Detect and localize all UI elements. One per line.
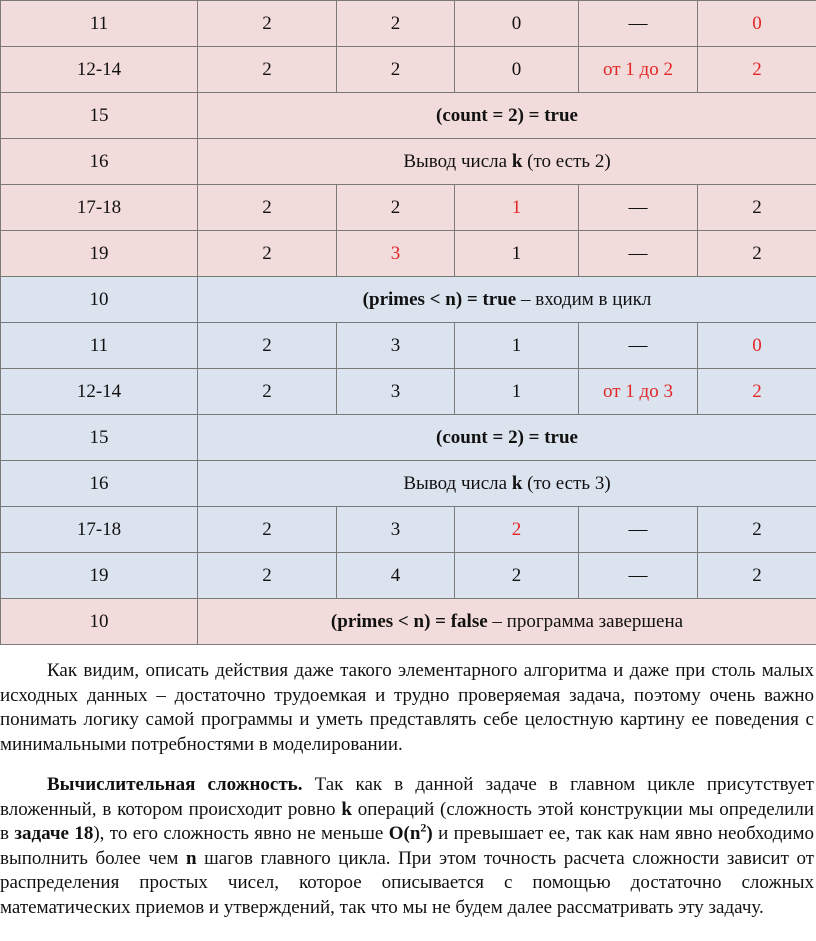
paragraph-complexity: Вычислительная сложность. Так как в данной задаче в главном цикле присутствует вложенный, в котором происходит ровно k операций (сложность этой конструкции мы определили в задаче 18), то его сложность явно не меньше $O(n^2)$ и превышает ее, так как нам явно необходимо выполнить более чем n шагов главного цикла. При этом точность расчета сложности зависит от распределения простых чисел, которое описывается с помощью достаточно сложных математических приемов и утверждений, так что мы не будем далее рассматривать эту задачу. <box>0 774 815 918</box>
table-cell: — <box>579 1 698 47</box>
trace-table-body <box>1 1 816 645</box>
note-segment: (primes < n) = true <box>362 288 517 310</box>
table-cell: 1 <box>455 369 579 415</box>
table-cell: 2 <box>337 1 455 47</box>
table-cell: — <box>579 231 698 277</box>
note-segment: Вывод числа <box>403 150 512 172</box>
merged-note-cell <box>198 93 816 139</box>
table-row <box>1 1 816 47</box>
table-cell: 2 <box>698 185 816 231</box>
note-segment: (то есть 2) <box>522 150 611 172</box>
table-cell: 3 <box>337 507 455 553</box>
table-row <box>1 139 816 185</box>
var-n: n <box>185 847 197 869</box>
table-cell: 12-14 <box>1 369 198 415</box>
text-block <box>0 659 816 920</box>
step-number-cell: 10 <box>1 599 198 645</box>
table-cell: 2 <box>698 47 816 93</box>
table-cell: 1 <box>455 185 579 231</box>
note-segment: (count = 2) = true <box>436 426 578 448</box>
table-row <box>1 47 816 93</box>
table-cell: — <box>579 185 698 231</box>
note-segment: – программа завершена <box>487 610 684 632</box>
table-cell: 19 <box>1 553 198 599</box>
table-cell: 2 <box>198 231 337 277</box>
table-cell: 2 <box>198 47 337 93</box>
table-cell: 0 <box>698 323 816 369</box>
table-cell: 3 <box>337 323 455 369</box>
table-row <box>1 369 816 415</box>
big-o-notation: $O(n^2)$ <box>388 820 433 844</box>
table-cell: 2 <box>698 231 816 277</box>
table-row <box>1 599 816 645</box>
table-cell: 0 <box>698 1 816 47</box>
table-row <box>1 93 816 139</box>
table-cell: 2 <box>337 185 455 231</box>
table-cell: 2 <box>198 185 337 231</box>
note-segment: k <box>511 150 523 172</box>
table-cell: — <box>579 553 698 599</box>
complexity-heading: Вычислительная сложность. <box>47 774 303 795</box>
table-cell: от 1 до 2 <box>579 47 698 93</box>
table-row <box>1 323 816 369</box>
step-number-cell: 15 <box>1 93 198 139</box>
table-cell: 4 <box>337 553 455 599</box>
note-segment: (count = 2) = true <box>436 104 578 126</box>
table-cell: 2 <box>198 507 337 553</box>
table-cell: 2 <box>698 369 816 415</box>
table-cell: 2 <box>198 369 337 415</box>
table-cell: 11 <box>1 1 198 47</box>
table-cell: — <box>579 507 698 553</box>
table-cell: 0 <box>455 1 579 47</box>
table-cell: 19 <box>1 231 198 277</box>
task-reference: задаче 18 <box>14 823 94 844</box>
table-row <box>1 553 816 599</box>
note-segment: (то есть 3) <box>522 472 611 494</box>
merged-note-cell <box>198 139 816 185</box>
table-cell: 1 <box>455 323 579 369</box>
table-cell: 2 <box>455 507 579 553</box>
table-cell: 2 <box>198 323 337 369</box>
table-cell: от 1 до 3 <box>579 369 698 415</box>
table-row <box>1 415 816 461</box>
table-cell: 2 <box>198 1 337 47</box>
table-cell: 2 <box>698 553 816 599</box>
table-cell: 2 <box>455 553 579 599</box>
step-number-cell: 10 <box>1 277 198 323</box>
table-row <box>1 277 816 323</box>
table-cell: 0 <box>455 47 579 93</box>
var-k: k <box>341 798 352 820</box>
table-cell: 2 <box>337 47 455 93</box>
merged-note-cell <box>198 461 816 507</box>
table-cell: 1 <box>455 231 579 277</box>
table-cell: 3 <box>337 369 455 415</box>
merged-note-cell <box>198 599 816 645</box>
table-cell: — <box>579 323 698 369</box>
table-cell: 2 <box>698 507 816 553</box>
note-segment: (primes < n) = false <box>330 610 488 632</box>
table-row <box>1 507 816 553</box>
table-cell: 2 <box>198 553 337 599</box>
table-cell: 17-18 <box>1 507 198 553</box>
table-cell: 11 <box>1 323 198 369</box>
note-segment: Вывод числа <box>403 472 512 494</box>
table-row <box>1 461 816 507</box>
note-segment: k <box>511 472 523 494</box>
merged-note-cell <box>198 415 816 461</box>
paragraph-conclusion: Как видим, описать действия даже такого элементарного алгоритма и даже при столь малых исходных данных – достаточно трудоемкая и трудно проверяемая задача, поэтому очень важно понимать логику самой программы и уметь представлять себе целостную картину ее поведения с минимальными потребностями в моделировании. <box>0 660 814 755</box>
table-cell: 17-18 <box>1 185 198 231</box>
step-number-cell: 16 <box>1 461 198 507</box>
note-segment: – входим в цикл <box>516 288 652 310</box>
step-number-cell: 16 <box>1 139 198 185</box>
table-row <box>1 185 816 231</box>
merged-note-cell <box>198 277 816 323</box>
table-cell: 3 <box>337 231 455 277</box>
table-cell: 12-14 <box>1 47 198 93</box>
step-number-cell: 15 <box>1 415 198 461</box>
table-row <box>1 231 816 277</box>
